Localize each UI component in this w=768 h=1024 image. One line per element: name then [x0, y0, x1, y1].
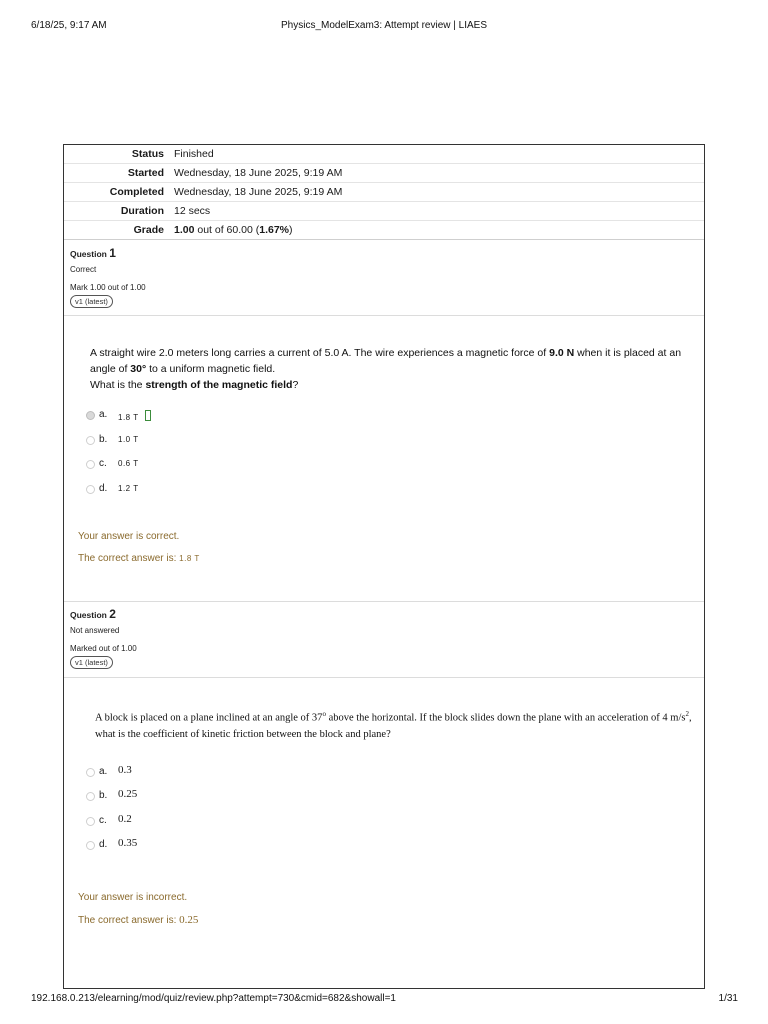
- summary-value: 12 secs: [174, 202, 704, 221]
- question-1-text: [90, 345, 684, 393]
- feedback-result: Your answer is incorrect.: [78, 891, 188, 903]
- radio-button[interactable]: [86, 411, 95, 420]
- degree-superscript: o: [322, 710, 326, 718]
- print-url: 192.168.0.213/elearning/mod/quiz/review.php?attempt=730&cmid=682&showall=1: [31, 993, 396, 1004]
- qtext-part: above the horizontal. If the block slides down the plane with an acceleration of 4 m/s: [325, 712, 686, 724]
- question-2-state: Not answered: [70, 626, 120, 635]
- attempt-summary-table: [64, 145, 704, 240]
- qtext-part: , what is the coefficient of kinetic friction between the block and plane?: [95, 712, 692, 740]
- radio-button[interactable]: [86, 817, 95, 826]
- qtext-part: A straight wire 2.0 meters long carries a current of 5.0 A. The wire experiences a magnetic force of: [90, 347, 550, 359]
- answer-letter: b.: [99, 433, 108, 445]
- grade-percent: 1.67%: [259, 224, 290, 236]
- question-number: 2: [109, 607, 116, 621]
- answer-option[interactable]: [64, 483, 704, 508]
- question-1-number: [70, 246, 698, 260]
- exponent-superscript: 2: [685, 710, 689, 718]
- summary-row-completed: [64, 183, 704, 202]
- print-datetime: 6/18/25, 9:17 AM: [31, 20, 107, 31]
- answer-letter: b.: [99, 790, 108, 801]
- answer-letter: d.: [99, 482, 108, 494]
- answer-text: 0.2: [118, 812, 132, 825]
- qtext-part: A block is placed on a plane inclined at an angle of 37: [95, 712, 323, 724]
- feedback-label: The correct answer is:: [78, 553, 180, 564]
- summary-row-grade: [64, 221, 704, 240]
- question-prefix: Question: [70, 610, 107, 620]
- question-1-mark: Mark 1.00 out of 1.00: [70, 283, 146, 292]
- radio-button[interactable]: [86, 460, 95, 469]
- answer-letter: a.: [99, 765, 108, 777]
- answer-option[interactable]: [64, 409, 704, 434]
- summary-row-started: [64, 164, 704, 183]
- answer-option[interactable]: [64, 434, 704, 459]
- correct-check-icon: [145, 410, 151, 421]
- answer-option[interactable]: [64, 458, 704, 483]
- qtext-bold: strength of the magnetic field: [145, 379, 293, 391]
- print-page-title: Physics_ModelExam3: Attempt review | LIAES: [280, 20, 487, 31]
- question-2-mark: Marked out of 1.00: [70, 644, 137, 653]
- quiz-review-frame: [63, 144, 705, 989]
- summary-label: Grade: [64, 221, 174, 240]
- summary-value: Wednesday, 18 June 2025, 9:19 AM: [174, 183, 704, 202]
- question-2-feedback: [64, 864, 704, 936]
- answer-option[interactable]: [64, 790, 704, 815]
- feedback-label: The correct answer is:: [78, 914, 180, 926]
- question-1-answers: [64, 393, 704, 507]
- summary-label: Completed: [64, 183, 174, 202]
- question-prefix: Question: [70, 249, 107, 259]
- feedback-correct-answer: [78, 553, 704, 575]
- answer-text: 0.35: [118, 837, 138, 849]
- summary-label: Status: [64, 145, 174, 164]
- answer-letter: c.: [99, 458, 107, 469]
- qtext-part: to a uniform magnetic field.: [146, 363, 276, 375]
- grade-score: 1.00: [174, 224, 195, 236]
- answer-letter: c.: [99, 814, 107, 826]
- answer-letter: a.: [99, 409, 108, 420]
- question-1-content: [64, 316, 704, 393]
- qtext-bold: 30°: [130, 363, 147, 375]
- qtext-bold: 9.0 N: [549, 347, 575, 359]
- feedback-value: 0.25: [179, 913, 199, 926]
- question-number: 1: [109, 246, 116, 260]
- radio-button[interactable]: [86, 485, 95, 494]
- summary-value: Wednesday, 18 June 2025, 9:19 AM: [174, 164, 704, 183]
- question-2-version-badge[interactable]: v1 (latest): [70, 656, 113, 669]
- answer-text: 1.0 T: [118, 434, 139, 444]
- question-2-number: [70, 607, 698, 621]
- answer-text: 0.25: [118, 788, 138, 800]
- question-1-version-badge[interactable]: v1 (latest): [70, 295, 113, 308]
- question-1-info: [64, 240, 704, 315]
- summary-row-status: [64, 145, 704, 164]
- answer-option[interactable]: [64, 763, 704, 791]
- feedback-result: Your answer is correct.: [78, 531, 180, 542]
- qtext-part: when it is placed at an angle of: [90, 347, 682, 375]
- question-2-text: [95, 706, 696, 743]
- qtext-part: What is the: [90, 379, 146, 391]
- answer-option[interactable]: [64, 839, 704, 864]
- summary-value: Finished: [174, 145, 704, 164]
- radio-button[interactable]: [86, 436, 95, 445]
- grade-value: [174, 221, 704, 240]
- question-2-answers: [64, 743, 704, 864]
- summary-row-duration: [64, 202, 704, 221]
- question-1-feedback: [64, 507, 704, 601]
- answer-letter: d.: [99, 839, 108, 850]
- qtext-part: ?: [292, 379, 299, 391]
- summary-label: Duration: [64, 202, 174, 221]
- grade-close: ): [289, 224, 293, 236]
- answer-text: 1.2 T: [118, 483, 139, 493]
- answer-text: 0.6 T: [118, 459, 139, 468]
- feedback-value: 1.8 T: [179, 554, 200, 563]
- question-2-content: [64, 678, 704, 743]
- answer-value: 1.8 T: [118, 413, 139, 422]
- radio-button[interactable]: [86, 768, 95, 777]
- answer-text: [118, 410, 151, 422]
- radio-button[interactable]: [86, 841, 95, 850]
- question-1-state: Correct: [70, 265, 97, 274]
- grade-out-of: out of 60.00 (: [194, 224, 260, 236]
- print-page-number: 1/31: [718, 993, 738, 1004]
- radio-button[interactable]: [86, 792, 95, 801]
- summary-label: Started: [64, 164, 174, 183]
- answer-text: 0.3: [118, 763, 132, 776]
- feedback-correct-answer: [78, 914, 704, 936]
- answer-option[interactable]: [64, 812, 704, 840]
- question-2-info: [64, 602, 704, 677]
